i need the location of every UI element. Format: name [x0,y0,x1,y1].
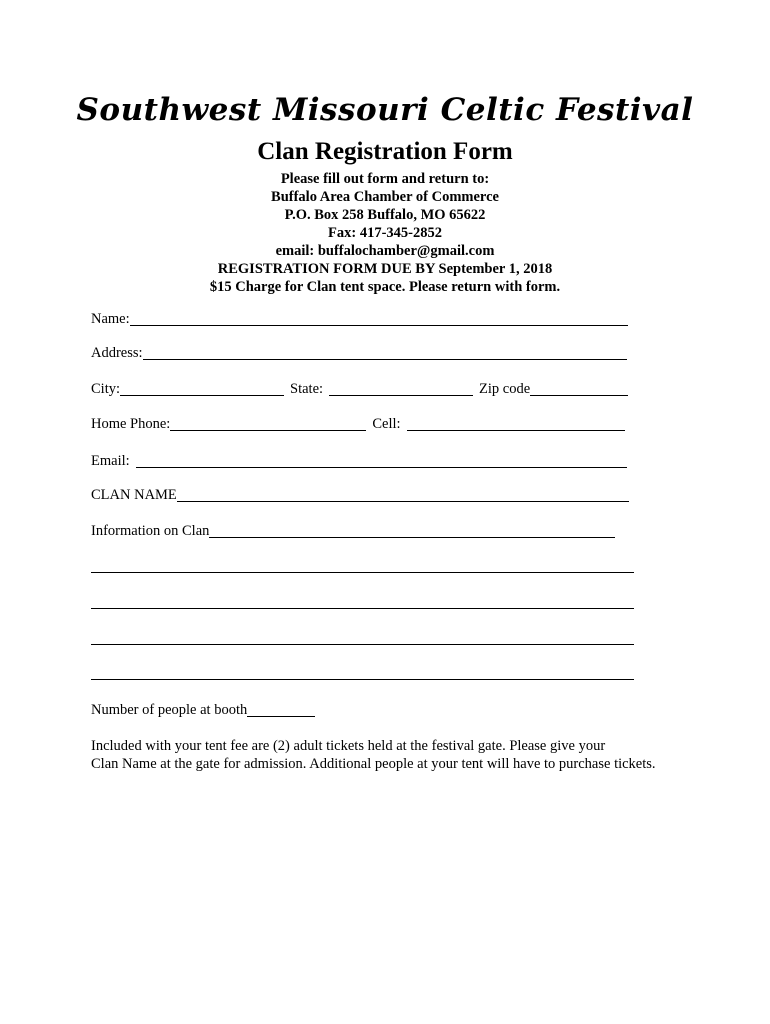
zip-field[interactable] [530,381,628,396]
clan-name-row [91,486,629,504]
email-row [91,452,627,470]
home-phone-field[interactable] [170,416,366,431]
clan-name-field[interactable] [177,487,629,502]
info-line: Please fill out form and return to: [280,171,490,187]
address-row [91,344,627,362]
clan-info-label: Information on Clan [91,523,210,539]
address-label: Address: [91,345,143,361]
city-field[interactable] [120,381,284,396]
clan-name-label: CLAN NAME [91,487,177,503]
people-label: Number of people at booth [91,702,248,718]
info-line: Buffalo Area Chamber of Commerce [271,189,499,205]
info-line: Fax: 417-345-2852 [328,225,442,241]
cell-label: Cell: [372,416,401,432]
form-title: Clan Registration Form [257,138,513,165]
clan-info-field[interactable] [209,523,615,538]
cell-field[interactable] [407,416,625,431]
note-line: Included with your tent fee are (2) adult tickets held at the festival gate. Please give your [91,738,606,754]
note-line: Clan Name at the gate for admission. Additional people at your tent will have to purchase tickets. [91,756,656,772]
info-line: email: buffalochamber@gmail.com [275,243,495,259]
name-row [91,310,628,328]
city-label: City: [91,381,121,397]
email-label: Email: [91,453,130,469]
people-count-field[interactable] [247,702,315,717]
name-label: Name: [91,311,130,327]
clan-info-line[interactable] [91,644,634,645]
ticket-note [91,737,711,773]
city-state-zip-row [91,380,628,398]
email-field[interactable] [136,453,627,468]
state-field[interactable] [329,381,473,396]
clan-info-line[interactable] [91,572,634,573]
info-line: $15 Charge for Clan tent space. Please return with form. [209,279,561,295]
info-line: P.O. Box 258 Buffalo, MO 65622 [284,207,486,223]
state-label: State: [290,381,324,397]
festival-title: Southwest Missouri Celtic Festival [76,92,694,128]
phone-row [91,415,625,433]
address-field[interactable] [143,345,627,360]
info-line: REGISTRATION FORM DUE BY September 1, 2018 [217,261,553,277]
people-row [91,701,315,719]
clan-info-line[interactable] [91,679,634,680]
contact-info-block [0,170,770,296]
zip-label: Zip code [479,381,531,397]
name-field[interactable] [130,311,628,326]
clan-info-row [91,522,615,540]
clan-info-line[interactable] [91,608,634,609]
home-phone-label: Home Phone: [91,416,171,432]
